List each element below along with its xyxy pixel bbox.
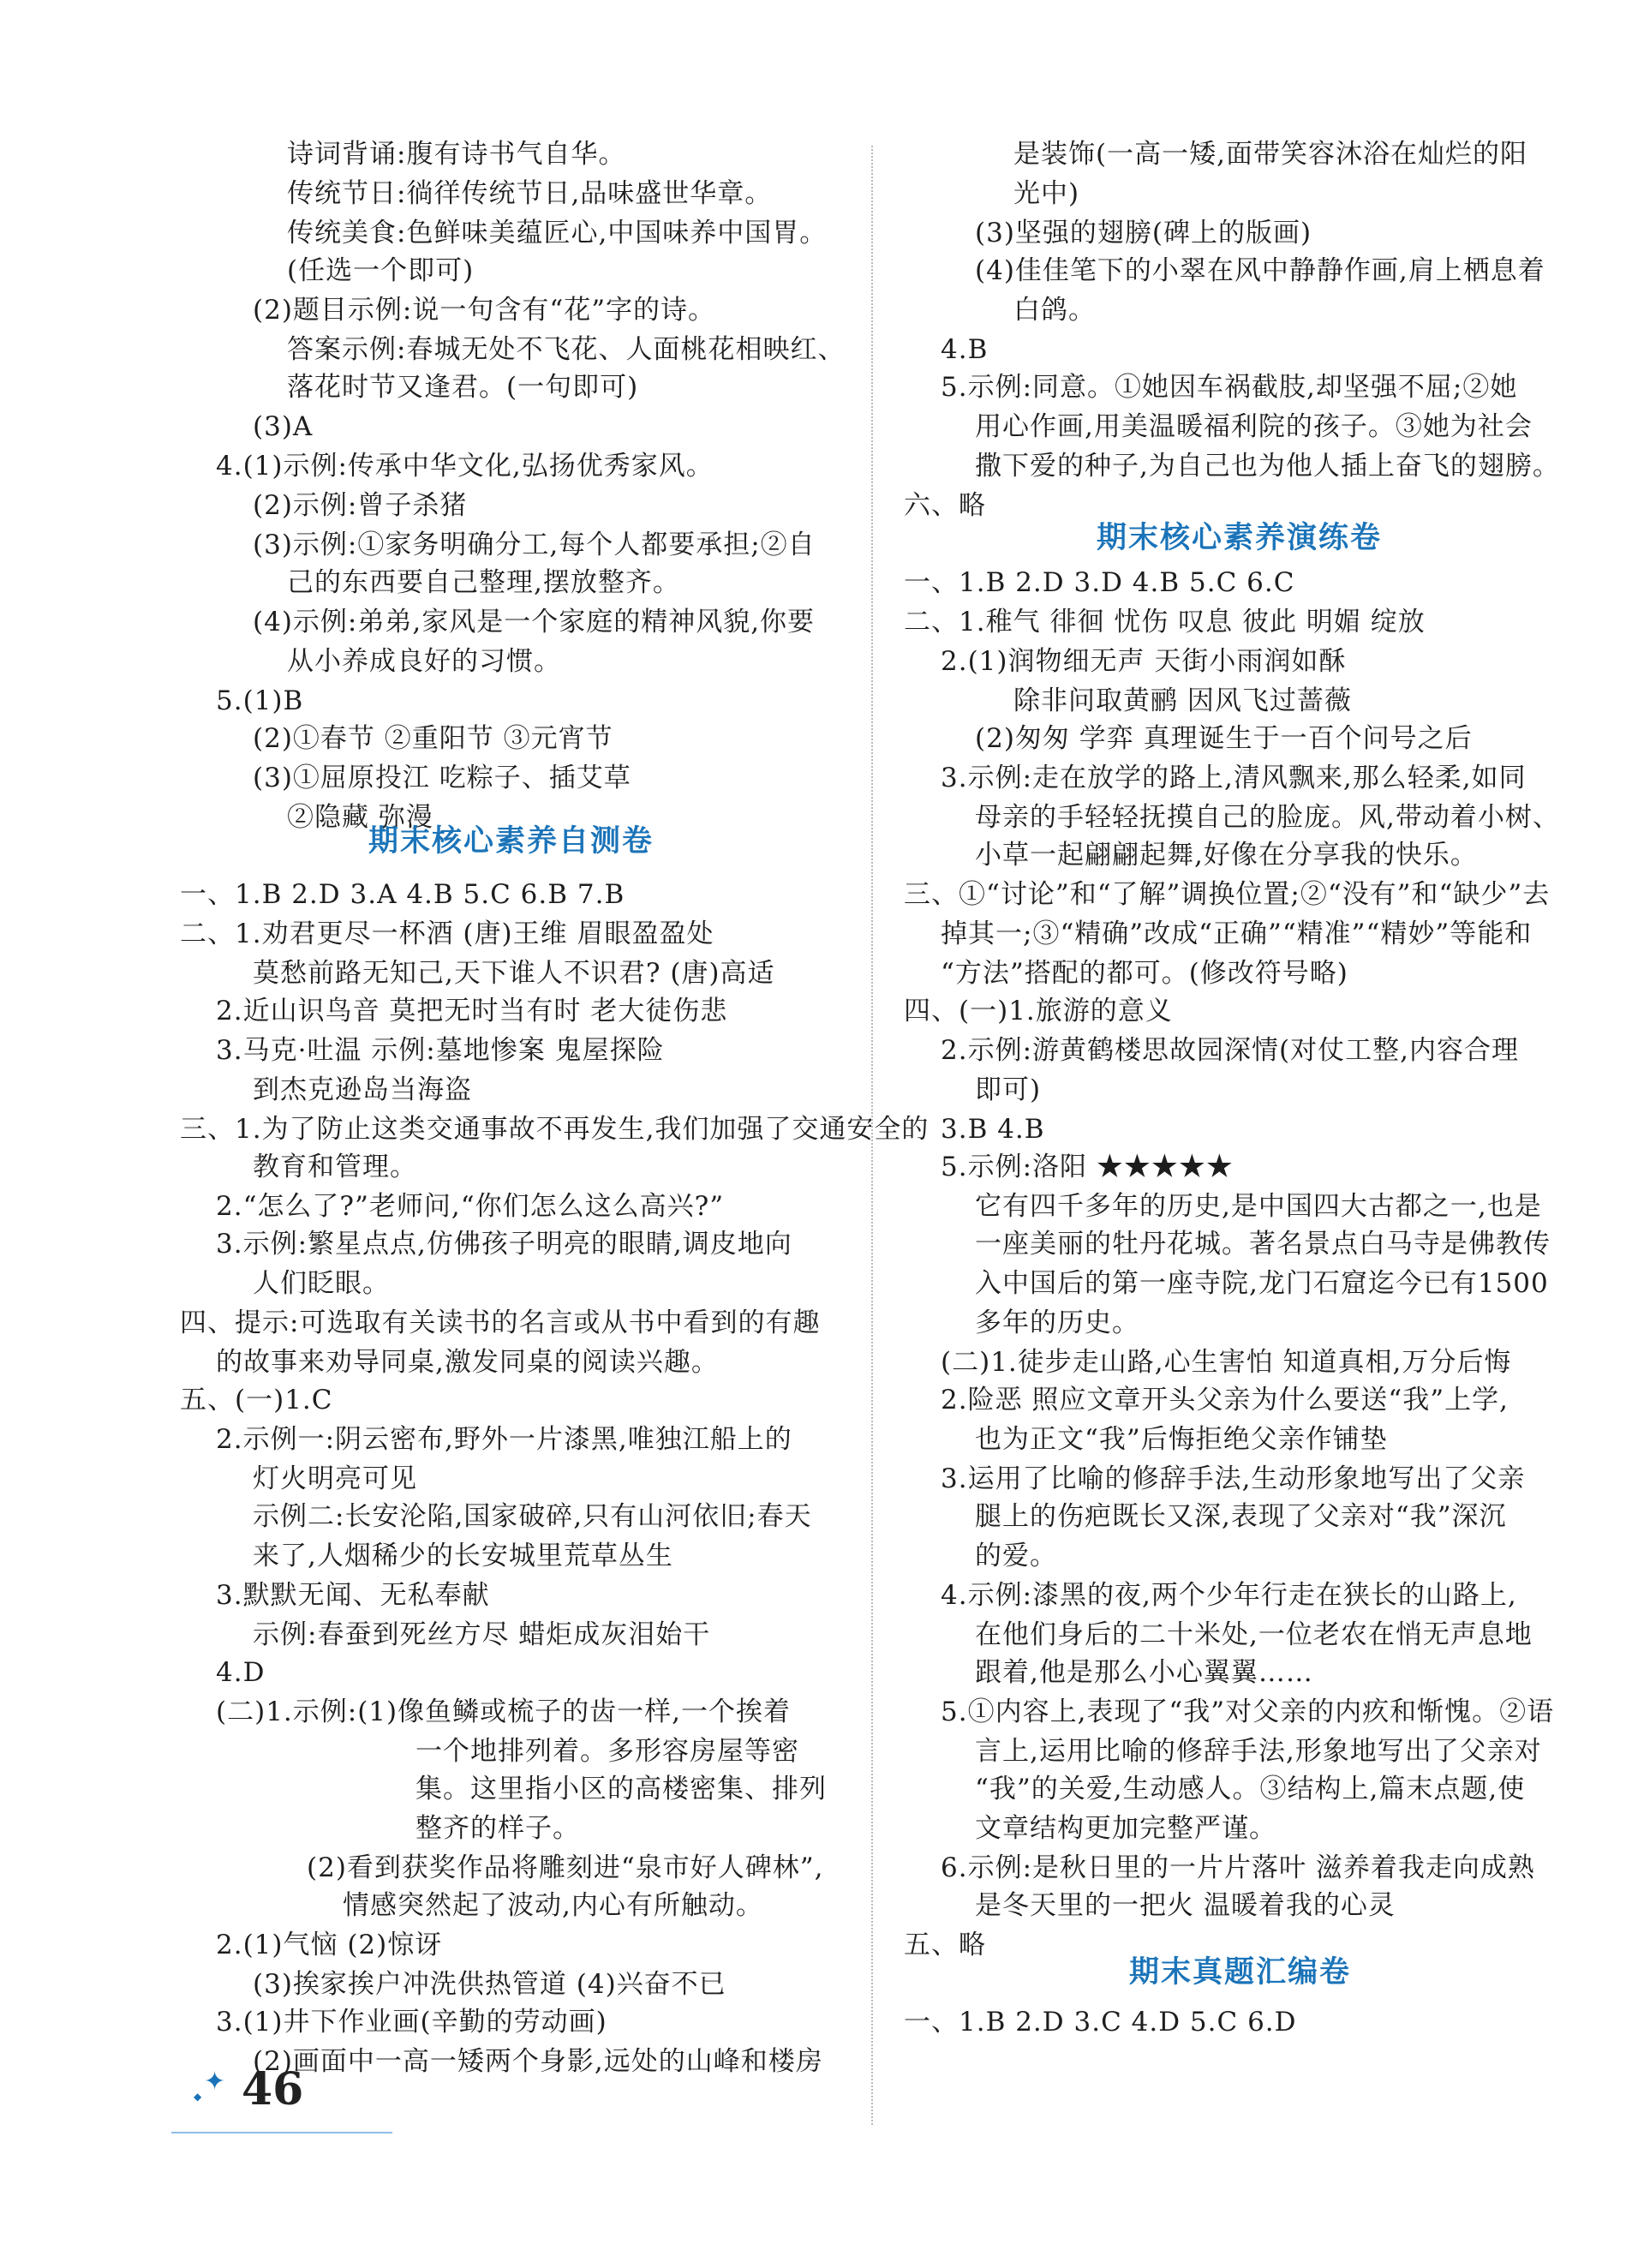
answer-line: (二)1.示例:(1)像鱼鳞或梳子的齿一样,一个挨着: [216, 1697, 791, 1727]
answer-line: 光中): [1013, 178, 1080, 209]
answer-line: ②隐藏 弥漫: [287, 802, 433, 833]
answer-line: 小草一起翩翩起舞,好像在分享我的快乐。: [975, 840, 1478, 871]
answer-line: 3.(1)井下作业画(辛勤的劳动画): [216, 2007, 607, 2038]
answer-line: 诗词背诵:腹有诗书气自华。: [287, 139, 626, 170]
answer-line: 三、1.为了防止这类交通事故不再发生,我们加强了交通安全的: [180, 1114, 930, 1145]
answer-line: 4.D: [216, 1657, 266, 1688]
answer-line: 2.“怎么了?”老师问,“你们怎么这么高兴?”: [216, 1191, 725, 1222]
answer-line: 教育和管理。: [253, 1152, 417, 1182]
footer-dot-icon: ◆: [194, 2091, 202, 2103]
answer-line: 的爱。: [975, 1541, 1057, 1571]
answer-line: 6.示例:是秋日里的一片片落叶 滋养着我走向成熟: [941, 1852, 1535, 1883]
answer-line: (4)示例:弟弟,家风是一个家庭的精神风貌,你要: [253, 607, 816, 637]
answer-line: 在他们身后的二十米处,一位老农在悄无声息地: [975, 1619, 1533, 1650]
answer-line: 5.①内容上,表现了“我”对父亲的内疚和惭愧。②语: [941, 1697, 1555, 1727]
answer-line: 3.运用了比喻的修辞手法,生动形象地写出了父亲: [941, 1463, 1526, 1494]
answer-line: 灯火明亮可见: [253, 1463, 417, 1494]
column-divider: [871, 146, 873, 2125]
answer-line: 4.(1)示例:传承中华文化,弘扬优秀家风。: [216, 451, 714, 482]
answer-line: 3.B 4.B: [941, 1114, 1045, 1145]
answer-line: 一个地排列着。多形容房屋等密: [415, 1736, 799, 1767]
answer-line: 一、1.B 2.D 3.A 4.B 5.C 6.B 7.B: [180, 879, 625, 910]
answer-line: 莫愁前路无知己,天下谁人不识君? (唐)高适: [253, 958, 775, 989]
answer-line: (2)示例:曾子杀猪: [253, 490, 468, 521]
answer-line: 它有四千多年的历史,是中国四大古都之一,也是: [975, 1191, 1542, 1222]
answer-line: 己的东西要自己整理,摆放整齐。: [287, 567, 680, 598]
answer-line: 二、1.劝君更尽一杯酒 (唐)王维 眉眼盈盈处: [180, 919, 714, 949]
answer-line: 5.示例:洛阳 ★★★★★: [941, 1152, 1234, 1182]
answer-line: 用心作画,用美温暖福利院的孩子。③她为社会: [975, 411, 1533, 442]
answer-line: (3)挨家挨户冲洗供热管道 (4)兴奋不已: [253, 1969, 726, 2000]
answer-line: 言上,运用比喻的修辞手法,形象地写出了父亲对: [975, 1736, 1542, 1767]
answer-line: (2)①春节 ②重阳节 ③元宵节: [253, 723, 613, 754]
answer-line: 2.(1)气恼 (2)惊讶: [216, 1930, 443, 1960]
answer-line: (3)A: [253, 411, 314, 442]
answer-line: (2)看到获奖作品将雕刻进“泉市好人碑林”,: [307, 1852, 824, 1883]
answer-line: (2)画面中一高一矮两个身影,远处的山峰和楼房: [253, 2046, 823, 2077]
answer-line: (3)①屈原投江 吃粽子、插艾草: [253, 763, 631, 793]
answer-line: 一、1.B 2.D 3.D 4.B 5.C 6.C: [904, 567, 1295, 598]
answer-line: 三、①“讨论”和“了解”调换位置;②“没有”和“缺少”去: [904, 879, 1551, 910]
footer-rule: [171, 2132, 392, 2133]
answer-line: 的故事来劝导同桌,激发同桌的阅读兴趣。: [216, 1347, 719, 1378]
answer-line: (任选一个即可): [287, 255, 475, 286]
answer-line: 也为正文“我”后悔拒绝父亲作铺垫: [975, 1424, 1388, 1455]
answer-line: 答案示例:春城无处不飞花、人面桃花相映红、: [287, 334, 846, 365]
answer-line: 5.(1)B: [216, 685, 304, 716]
answer-line: 掉其一;③“精确”改成“正确”“精准”“精妙”等能和: [941, 919, 1533, 949]
answer-line: 到杰克逊岛当海盗: [253, 1074, 472, 1105]
answer-line: 4.B: [941, 334, 989, 365]
answer-line: 落花时节又逢君。(一句即可): [287, 372, 639, 403]
answer-line: 3.马克·吐温 示例:墓地惨案 鬼屋探险: [216, 1035, 665, 1066]
answer-line: 腿上的伤疤既长又深,表现了父亲对“我”深沉: [975, 1501, 1507, 1532]
answer-line: 5.示例:同意。①她因车祸截肢,却坚强不屈;②她: [941, 372, 1518, 403]
answer-line: “方法”搭配的都可。(修改符号略): [941, 958, 1348, 989]
answer-line: 四、(一)1.旅游的意义: [904, 996, 1173, 1026]
answer-line: 3.示例:走在放学的路上,清风飘来,那么轻柔,如同: [941, 763, 1527, 793]
answer-line: 示例:春蚕到死丝方尽 蜡炬成灰泪始干: [253, 1619, 711, 1650]
answer-line: 2.(1)润物细无声 天街小雨润如酥: [941, 646, 1347, 677]
answer-line: (2)匆匆 学弈 真理诞生于一百个问号之后: [975, 723, 1473, 754]
footer-star-icon: ✦: [204, 2067, 226, 2097]
answer-line: 传统美食:色鲜味美蕴匠心,中国味养中国胃。: [287, 218, 828, 248]
answer-line: 一、1.B 2.D 3.C 4.D 5.C 6.D: [904, 2007, 1297, 2038]
answer-line: 是装饰(一高一矮,面带笑容沐浴在灿烂的阳: [1013, 139, 1527, 170]
answer-line: 白鸽。: [1013, 295, 1096, 326]
answer-line: 情感突然起了波动,内心有所触动。: [343, 1890, 763, 1921]
answer-line: 3.默默无闻、无私奉献: [216, 1580, 490, 1611]
answer-line: 一座美丽的牡丹花城。著名景点白马寺是佛教传: [975, 1229, 1551, 1260]
page-number: 46: [242, 2063, 304, 2115]
answer-line: 撒下爱的种子,为自己也为他人插上奋飞的翅膀。: [975, 451, 1560, 482]
answer-line: 六、略: [904, 490, 986, 521]
answer-line: 即可): [975, 1074, 1042, 1105]
answer-line: 2.险恶 照应文章开头父亲为什么要送“我”上学,: [941, 1385, 1509, 1415]
answer-line: 2.近山识鸟音 莫把无时当有时 老大徒伤悲: [216, 996, 728, 1026]
answer-line: 多年的历史。: [975, 1308, 1139, 1338]
answer-line: 二、1.稚气 徘徊 忧伤 叹息 彼此 明媚 绽放: [904, 607, 1426, 637]
answer-line: 是冬天里的一把火 温暖着我的心灵: [975, 1890, 1396, 1921]
answer-line: 2.示例一:阴云密布,野外一片漆黑,唯独江船上的: [216, 1424, 792, 1455]
answer-line: 从小养成良好的习惯。: [287, 646, 561, 677]
answer-line: 五、略: [904, 1930, 986, 1960]
answer-line: 传统节日:徜徉传统节日,品味盛世华章。: [287, 178, 773, 209]
answer-line: (2)题目示例:说一句含有“花”字的诗。: [253, 295, 716, 326]
section-title: 期末核心素养自测卷: [368, 824, 655, 859]
answer-line: 3.示例:繁星点点,仿佛孩子明亮的眼睛,调皮地向: [216, 1229, 792, 1260]
answer-line: 整齐的样子。: [415, 1813, 580, 1844]
answer-line: 母亲的手轻轻抚摸自己的脸庞。风,带动着小树、: [975, 802, 1560, 833]
answer-line: 集。这里指小区的高楼密集、排列: [415, 1774, 827, 1804]
section-title: 期末真题汇编卷: [1129, 1955, 1352, 1990]
answer-line: 四、提示:可选取有关读书的名言或从书中看到的有趣: [180, 1308, 821, 1338]
answer-line: 4.示例:漆黑的夜,两个少年行走在狭长的山路上,: [941, 1580, 1517, 1611]
answer-line: 2.示例:游黄鹤楼思故园深情(对仗工整,内容合理: [941, 1035, 1519, 1066]
answer-line: (3)坚强的翅膀(碑上的版画): [975, 218, 1312, 248]
answer-line: 跟着,他是那么小心翼翼……: [975, 1657, 1313, 1688]
answer-line: “我”的关爱,生动感人。③结构上,篇末点题,使: [975, 1774, 1526, 1804]
answer-line: (3)示例:①家务明确分工,每个人都要承担;②自: [253, 530, 816, 560]
section-title: 期末核心素养演练卷: [1097, 521, 1383, 555]
answer-line: (4)佳佳笔下的小翠在风中静静作画,肩上栖息着: [975, 255, 1545, 286]
answer-line: 文章结构更加完整严谨。: [975, 1813, 1276, 1844]
answer-line: 来了,人烟稀少的长安城里荒草丛生: [253, 1541, 673, 1571]
answer-line: 示例二:长安沦陷,国家破碎,只有山河依旧;春天: [253, 1501, 812, 1532]
answer-line: 五、(一)1.C: [180, 1385, 333, 1415]
answer-line: 入中国后的第一座寺院,龙门石窟迄今已有1500: [975, 1268, 1549, 1299]
answer-line: 人们眨眼。: [253, 1268, 390, 1299]
answer-line: 除非问取黄鹂 因风飞过蔷薇: [1013, 685, 1352, 716]
answer-line: (二)1.徒步走山路,心生害怕 知道真相,万分后悔: [941, 1347, 1512, 1378]
